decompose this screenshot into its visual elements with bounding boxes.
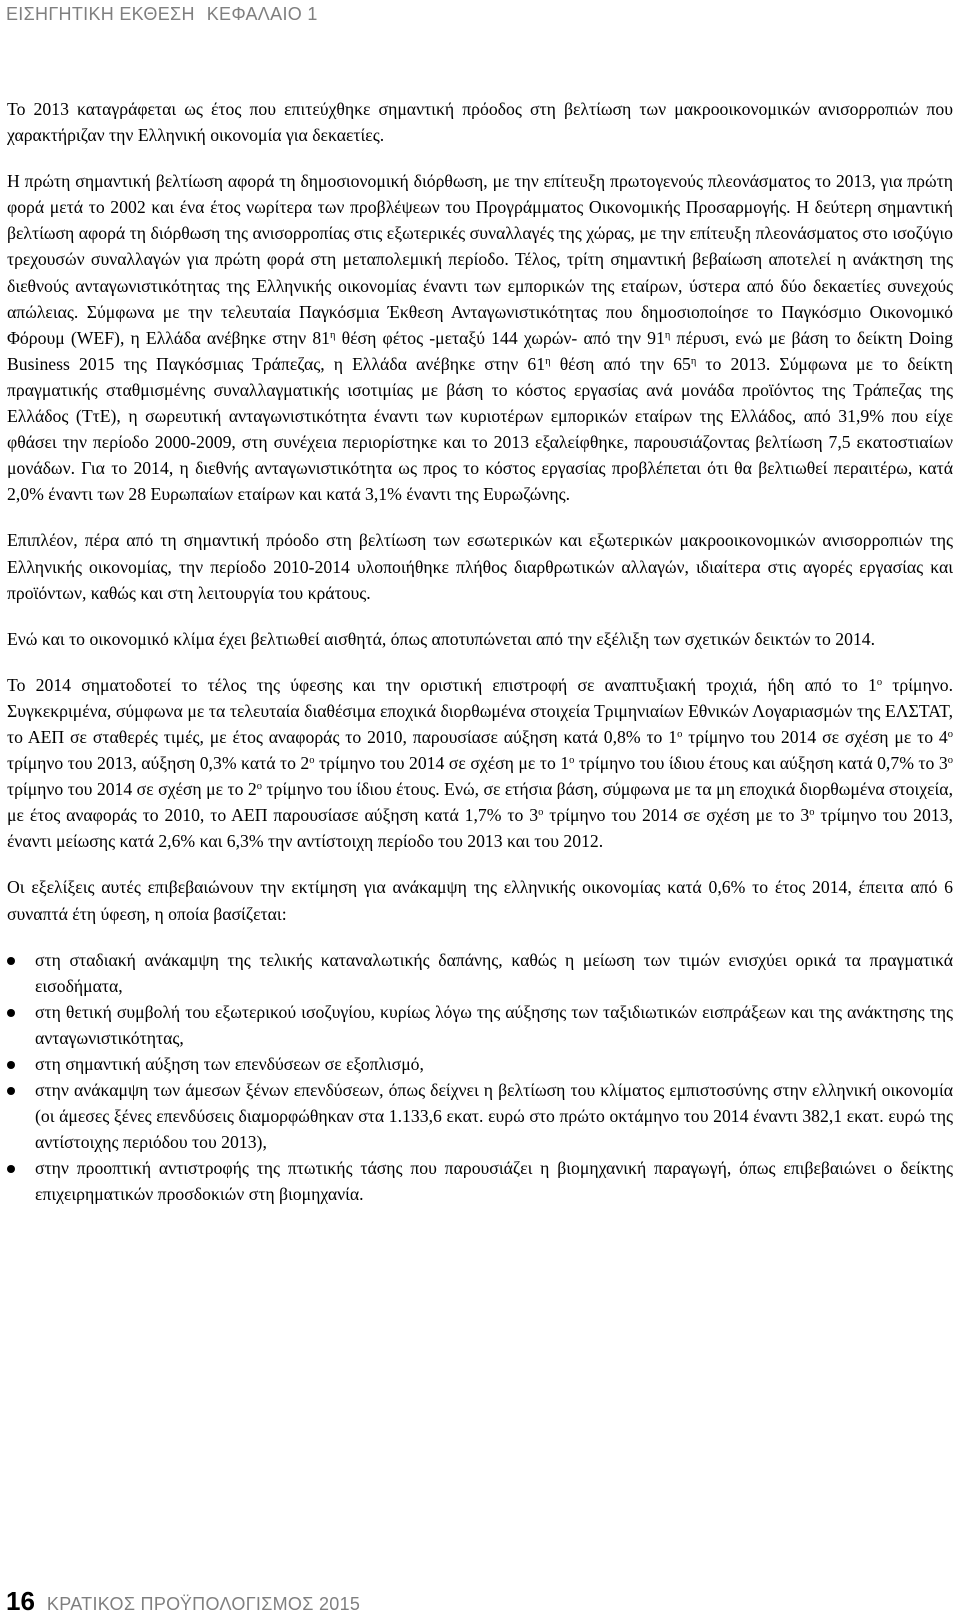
footer-title: ΚΡΑΤΙΚΟΣ ΠΡΟΫΠΟΛΟΓΙΣΜΟΣ 2015 [46,1594,361,1614]
list-item-text: στη σταδιακή ανάκαμψη της τελικής καταναλωτικής δαπάνης, καθώς η μείωση των τιμών ενισχύει ορικά τα πραγματικά εισοδήματα, [35,949,953,996]
bullet-icon [7,1087,15,1095]
paragraph-3: Επιπλέον, πέρα από τη σημαντική πρόοδο στη βελτίωση των εσωτερικών και εξωτερικών μακροοικονομικών ανισορροπιών της Ελληνικής οικονομίας, την περίοδο 2010-2014 υλοποιήθηκε πλήθος διαρθρωτικών αλλαγών, ιδιαίτερα στις αγορές εργασίας και προϊόντων, καθώς και στη λειτουργία του κράτους. [7,530,953,603]
paragraph-5: Το 2014 σηματοδοτεί το τέλος της ύφεσης και την οριστική επιστροφή σε αναπτυξιακή τροχιά, ήδη από το $1^o$ τρίμηνο. Συγκεκριμένα, σύμφωνα με τα τελευταία διαθέσιμα εποχικά διορθωμένα στοιχεία Τριμηνιαίων Εθνικών Λογαριασμών της ΕΛΣΤΑΤ, το ΑΕΠ σε σταθερές τιμές, με έτος αναφοράς το 2010, παρουσίασε αύξηση κατά 0,8% το $1^o$ τρίμηνο του 2014 σε σχέση με το $4^o$ τρίμηνο του 2013, αύξηση 0,3% κατά το $2^o$ τρίμηνο του 2014 σε σχέση με το $1^o$ τρίμηνο του ίδιου έτους και αύξηση κατά 0,7% το $3^o$ τρίμηνο του 2014 σε σχέση με το $2^o$ τρίμηνο του ίδιου έτους. Ενώ, σε ετήσια βάση, σύμφωνα με τα μη εποχικά διορθωμένα στοιχεία, με έτος αναφοράς το 2010, το ΑΕΠ παρουσίασε αύξηση κατά 1,7% το $3^o$ τρίμηνο του 2014 σε σχέση με το $3^o$ τρίμηνο του 2013, έναντι μείωσης κατά 2,6% και 6,3% την αντίστοιχη περίοδο του 2013 και του 2012. [7,674,953,852]
list-item-text: στη σημαντική αύξηση των επενδύσεων σε εξοπλισμό, [35,1054,424,1074]
bullet-icon [7,1061,15,1069]
list-item [7,1051,953,1077]
page-number: 16 [6,1586,35,1616]
bullet-icon [7,1009,15,1017]
list-item [7,947,953,999]
header-section: ΕΙΣΗΓΗΤΙΚΗ ΕΚΘΕΣΗ [6,4,195,24]
list-item-text: στην προοπτική αντιστροφής της πτωτικής τάσης που παρουσιάζει η βιομηχανική παραγωγή, όπως επιβεβαιώνει ο δείκτης επιχειρηματικών προσδοκιών στη βιομηχανία. [35,1158,953,1205]
list-item-text: στη θετική συμβολή του εξωτερικού ισοζυγίου, κυρίως λόγω της αύξησης των ταξιδιωτικών εισπράξεων και της ανάκτησης της ανταγωνιστικότητας, [35,1001,953,1048]
paragraph-4: Ενώ και το οικονομικό κλίμα έχει βελτιωθεί αισθητά, όπως αποτυπώνεται από την εξέλιξη των σχετικών δεικτών το 2014. [7,628,876,649]
list-item [7,1077,953,1155]
paragraph-1: Το 2013 καταγράφεται ως έτος που επιτεύχθηκε σημαντική πρόοδος στη βελτίωση των μακροοικονομικών ανισορροπιών που χαρακτήριζαν την Ελληνική οικονομία για δεκαετίες. [7,99,953,146]
bullet-icon [7,1165,15,1173]
bullet-icon [7,957,15,965]
bullet-list [7,947,953,1208]
paragraph-2: Η πρώτη σημαντική βελτίωση αφορά τη δημοσιονομική διόρθωση, με την επίτευξη πρωτογενούς πλεονάσματος το 2013, για πρώτη φορά μετά το 2002 και ένα έτος νωρίτερα των προβλέψεων του Προγράμματος Οικονομικής Προσαρμογής. Η δεύτερη σημαντική βελτίωση αφορά τη διόρθωση της ανισορροπίας στις εξωτερικές συναλλαγές της χώρας, με την επίτευξη πλεονάσματος στο ισοζύγιο τρεχουσών συναλλαγών για πρώτη φορά στη μεταπολεμική περίοδο. Τέλος, τρίτη σημαντική βεβαίωση αποτελεί η ανάκτηση της διεθνούς ανταγωνιστικότητας της Ελληνικής οικονομίας έναντι των εμπορικών της εταίρων, ύστερα από δύο δεκαετίες συνεχούς απώλειας. Σύμφωνα με την τελευταία Παγκόσμια Έκθεση Ανταγωνιστικότητας που δημοσιοποίησε το Παγκόσμιο Οικονομικό Φόρουμ (WEF), η Ελλάδα ανέβηκε στην $81^\eta$ θέση φέτος -μεταξύ 144 χωρών- από την $91^\eta$ πέρυσι, ενώ με βάση το δείκτη Doing Business 2015 της Παγκόσμιας Τράπεζας, η Ελλάδα ανέβηκε στην $61^\eta$ θέση από την $65^\eta$ το 2013. Σύμφωνα με το δείκτη πραγματικής σταθμισμένης συναλλαγματικής ισοτιμίας με βάση το κόστος εργασίας ανά μονάδα προϊόντος της Τράπεζας της Ελλάδος (ΤτΕ), η σωρευτική ανταγωνιστικότητα έναντι των κυριοτέρων εμπορικών εταίρων της Ελλάδος, από 31,9% που είχε φθάσει την περίοδο 2000-2009, στη συνέχεια περιορίστηκε και το 2013 εξαλείφθηκε, παρουσιάζοντας βελτίωση 7,5 εκατοστιαίων μονάδων. Για το 2014, η διεθνής ανταγωνιστικότητα ως προς το κόστος εργασίας προβλέπεται ότι θα βελτιωθεί περαιτέρω, κατά 2,0% έναντι των 28 Ευρωπαίων εταίρων και κατά 3,1% έναντι της Ευρωζώνης. [7,171,953,505]
page-header [0,0,960,34]
page-footer [6,1586,360,1616]
list-item [7,999,953,1051]
paragraph-6: Οι εξελίξεις αυτές επιβεβαιώνουν την εκτίμηση για ανάκαμψη της ελληνικής οικονομίας κατά 0,6% το έτος 2014, έπειτα από 6 συναπτά έτη ύφεση, η οποία βασίζεται: [7,877,953,924]
list-item [7,1155,953,1207]
header-chapter: ΚΕΦΑΛΑΙΟ 1 [206,4,318,24]
document-body [7,96,953,1208]
list-item-text: στην ανάκαμψη των άμεσων ξένων επενδύσεων, όπως δείχνει η βελτίωση του κλίματος εμπιστοσύνης στην ελληνική οικονομία (οι άμεσες ξένες επενδύσεις διαμορφώθηκαν στα 1.133,6 εκατ. ευρώ στο πρώτο οκτάμηνο του 2014 έναντι 382,1 εκατ. ευρώ της αντίστοιχης περιόδου του 2013), [35,1080,953,1153]
